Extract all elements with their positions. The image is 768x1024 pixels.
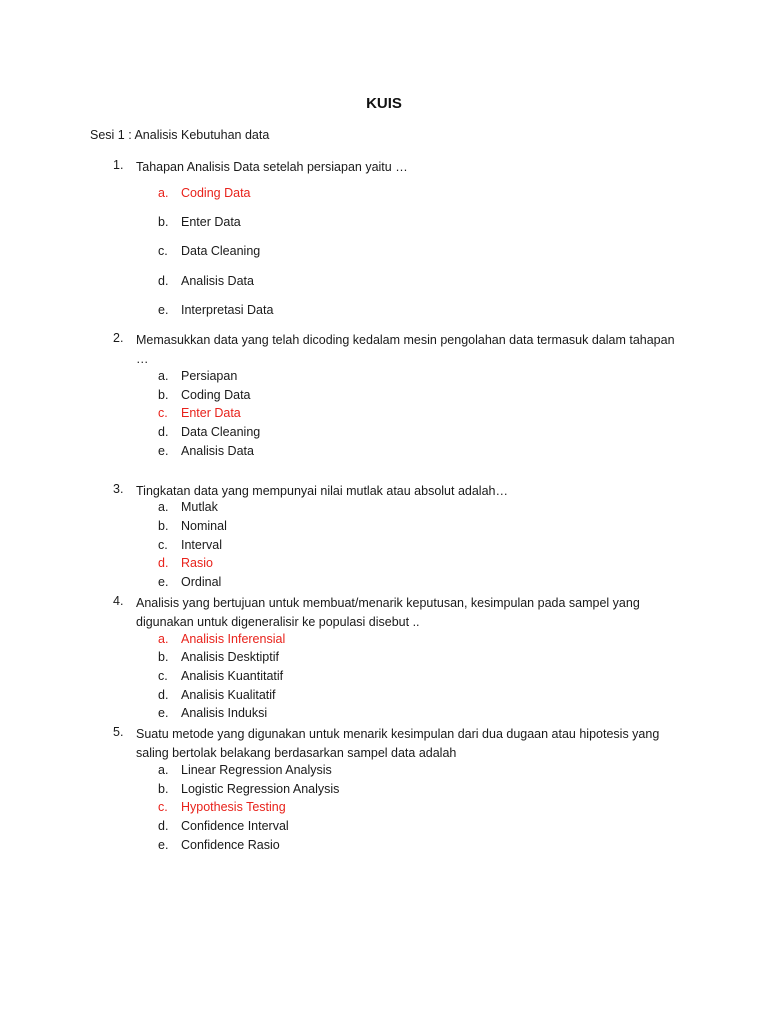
- option-letter: b.: [158, 388, 169, 402]
- option-letter: a.: [158, 369, 169, 383]
- option-text: Analisis Data: [181, 444, 254, 458]
- question-text: Memasukkan data yang telah dicoding kedalam mesin pengolahan data termasuk dalam tahapan …: [136, 333, 675, 366]
- question-number: 5.: [113, 725, 124, 739]
- question-text: Tingkatan data yang mempunyai nilai mutlak atau absolut adalah…: [136, 484, 508, 498]
- option-text: Mutlak: [181, 500, 218, 514]
- option-text: Analisis Kualitatif: [181, 688, 276, 702]
- option-text: Analisis Data: [181, 274, 254, 288]
- option-letter: d.: [158, 688, 169, 702]
- option-letter: b.: [158, 650, 169, 664]
- option-letter: e.: [158, 444, 169, 458]
- session-heading: Sesi 1 : Analisis Kebutuhan data: [90, 128, 270, 142]
- option-text: Analisis Desktiptif: [181, 650, 279, 664]
- option-text: Data Cleaning: [181, 244, 261, 258]
- option-letter: c.: [158, 406, 168, 420]
- option-text: Persiapan: [181, 369, 238, 383]
- option-text: Nominal: [181, 519, 227, 533]
- option-letter: a.: [158, 186, 169, 200]
- option-letter: c.: [158, 244, 168, 258]
- correct-option-text: Enter Data: [181, 406, 241, 420]
- option-letter: b.: [158, 519, 169, 533]
- option-letter: e.: [158, 575, 169, 589]
- option-letter: d.: [158, 425, 169, 439]
- question-number: 3.: [113, 482, 124, 496]
- question-text: Analisis yang bertujuan untuk membuat/menarik keputusan, kesimpulan pada sampel yang digunakan untuk digeneralisir ke populasi disebut ..: [136, 596, 640, 629]
- option-text: Linear Regression Analysis: [181, 763, 332, 777]
- option-letter: a.: [158, 763, 169, 777]
- option-text: Interpretasi Data: [181, 303, 274, 317]
- option-letter: a.: [158, 500, 169, 514]
- option-letter: c.: [158, 538, 168, 552]
- option-text: Data Cleaning: [181, 425, 261, 439]
- option-letter: a.: [158, 632, 169, 646]
- option-text: Analisis Kuantitatif: [181, 669, 284, 683]
- option-letter: b.: [158, 215, 169, 229]
- correct-option-text: Coding Data: [181, 186, 251, 200]
- option-letter: d.: [158, 556, 169, 570]
- option-letter: e.: [158, 838, 169, 852]
- option-letter: d.: [158, 819, 169, 833]
- option-text: Ordinal: [181, 575, 222, 589]
- option-text: Interval: [181, 538, 222, 552]
- option-text: Enter Data: [181, 215, 241, 229]
- option-text: Coding Data: [181, 388, 251, 402]
- option-letter: c.: [158, 800, 168, 814]
- option-letter: b.: [158, 782, 169, 796]
- option-letter: d.: [158, 274, 169, 288]
- question-number: 2.: [113, 331, 124, 345]
- question-text: Suatu metode yang digunakan untuk menarik kesimpulan dari dua dugaan atau hipotesis yang saling bertolak belakang berdasarkan sampel data adalah: [136, 727, 660, 760]
- correct-option-text: Rasio: [181, 556, 213, 570]
- correct-option-text: Hypothesis Testing: [181, 800, 286, 814]
- question-number: 1.: [113, 158, 124, 172]
- option-letter: e.: [158, 706, 169, 720]
- option-text: Confidence Interval: [181, 819, 289, 833]
- option-text: Analisis Induksi: [181, 706, 268, 720]
- question-text: Tahapan Analisis Data setelah persiapan yaitu …: [136, 160, 408, 174]
- option-letter: c.: [158, 669, 168, 683]
- option-letter: e.: [158, 303, 169, 317]
- option-text: Logistic Regression Analysis: [181, 782, 340, 796]
- option-text: Confidence Rasio: [181, 838, 280, 852]
- page-title: KUIS: [366, 95, 402, 112]
- question-number: 4.: [113, 594, 124, 608]
- correct-option-text: Analisis Inferensial: [181, 632, 286, 646]
